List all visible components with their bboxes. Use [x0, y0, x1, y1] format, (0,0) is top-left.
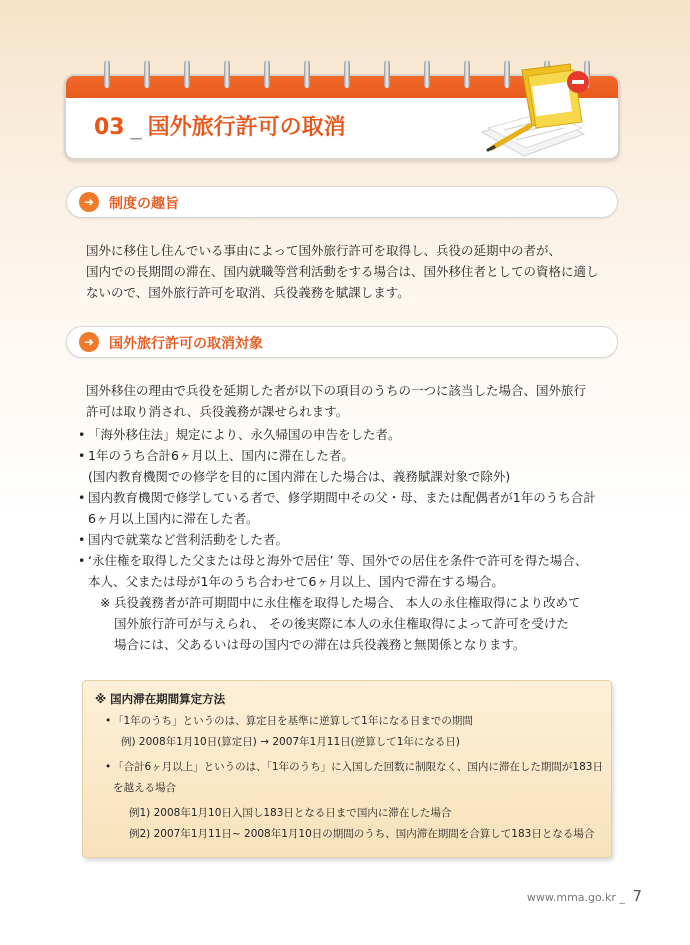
- example-text: 例1) 2008年1月10日入国し183日となる日まで国内に滞在した場合: [129, 807, 452, 819]
- box-body: [105, 711, 605, 845]
- list-item: • 1年のうち合計6ヶ月以上、国内に滞在した者。 (国内教育機関での修学を目的に国内滞在した場合は、義務賦課対象で除外): [78, 448, 511, 484]
- section-title: 国外旅行許可の取消対象: [109, 336, 263, 352]
- page-number: 7: [632, 887, 642, 905]
- page-footer: [527, 887, 642, 905]
- list-item: • 「1年のうち」というのは、算定日を基準に逆算して1年になる日までの期間: [105, 715, 473, 727]
- section-title: 制度の趣旨: [109, 196, 179, 212]
- list-item: • 「合計6ヶ月以上」というのは、「1年のうち」に入国した回数に制限なく、国内に滞在した期間が183日 を越える場合: [105, 761, 603, 794]
- binder-ring-icon: [344, 60, 350, 88]
- footer-separator: _: [619, 891, 625, 904]
- section-header-targets: [66, 326, 618, 358]
- title-separator: _: [130, 115, 142, 140]
- note: ※ 兵役義務者が許可期間中に永住権を取得した場合、 本人の永住権取得により改めて 国外旅行許可が与えられ、 その後実際に本人の永住権取得によって許可を受けた 場合には、父あるいは母の国内での滞在は兵役義務と無関係となります。: [100, 595, 581, 652]
- page-title: [94, 110, 346, 141]
- binder-ring-icon: [104, 60, 110, 88]
- example-text: 例) 2008年1月10日(算定日) → 2007年1月11日(逆算して1年になる日): [121, 736, 460, 748]
- arrow-right-icon: ➜: [79, 192, 99, 212]
- binder-ring-icon: [384, 60, 390, 88]
- binder-ring-icon: [224, 60, 230, 88]
- binder-ring-icon: [304, 60, 310, 88]
- folder-document-icon: [474, 62, 604, 162]
- section-header-purpose: [66, 186, 618, 218]
- calculation-method-box: [82, 680, 612, 858]
- targets-intro: 国外移住の理由で兵役を延期した者が以下の項目のうちの一つに該当した場合、国外旅行 許可は取り消され、兵役義務が課せられます。: [86, 383, 587, 419]
- list-item: • 国内教育機関で修学している者で、修学期間中その父・母、または配偶者が1年のうち合計 6ヶ月以上国内に滞在した者。: [78, 490, 596, 526]
- binder-ring-icon: [264, 60, 270, 88]
- binder-ring-icon: [184, 60, 190, 88]
- list-item: • 「海外移住法」規定により、永久帰国の申告をした者。: [78, 427, 401, 442]
- arrow-right-icon: ➜: [79, 332, 99, 352]
- binder-ring-icon: [424, 60, 430, 88]
- site-url: www.mma.go.kr: [526, 891, 616, 904]
- section-number: 03: [94, 115, 125, 140]
- targets-list: [78, 424, 623, 655]
- binder-ring-icon: [464, 60, 470, 88]
- list-item: • ‘永住権を取得した父または母と海外で居住’ 等、国外での居住を条件で許可を得た場合、 本人、父または母が1年のうち合わせて6ヶ月以上、国内で滞在する場合。: [78, 553, 588, 589]
- example-text: 例2) 2007年1月11日~ 2008年1月10日の期間のうち、国内滞在期間を合算して183日となる場合: [129, 828, 595, 840]
- list-item: • 国内で就業など営利活動をした者。: [78, 532, 289, 547]
- binder-ring-icon: [144, 60, 150, 88]
- box-title: ※ 国内滞在期間算定方法: [95, 692, 226, 706]
- purpose-paragraph: 国外に移住し住んでいる事由によって国外旅行許可を取得し、兵役の延期中の者が、 国内での長期間の滞在、国内就職等営利活動をする場合は、国外移住者としての資格に適し ないので、国外旅行許可を取消、兵役義務を賦課します。: [86, 243, 599, 300]
- title-text: 国外旅行許可の取消: [147, 115, 346, 140]
